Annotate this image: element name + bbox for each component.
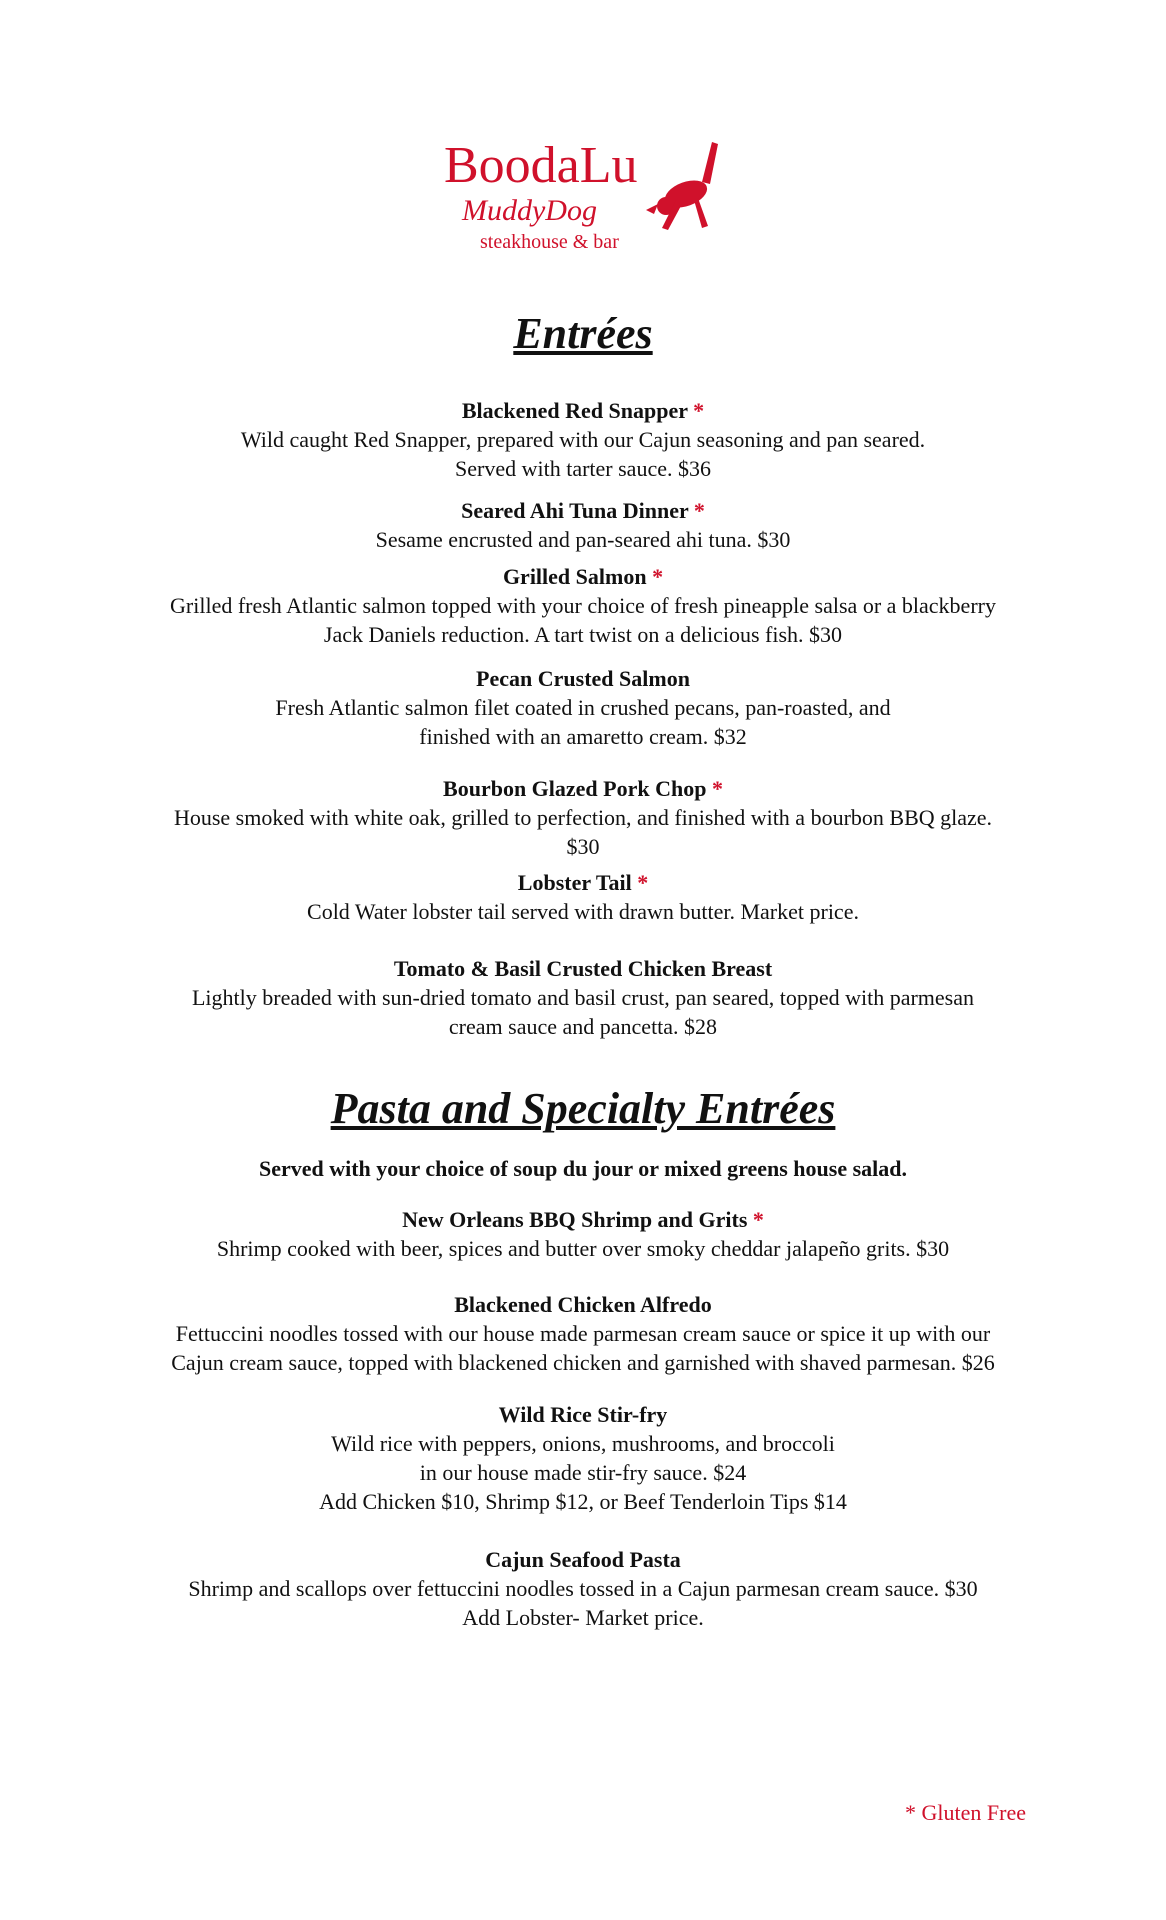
menu-item-name (0, 664, 1166, 693)
menu-item (0, 1545, 1166, 1632)
menu-item-title: New Orleans BBQ Shrimp and Grits (402, 1207, 748, 1232)
menu-item-description: Shrimp cooked with beer, spices and butter over smoky cheddar jalapeño grits. $30 (216, 1236, 950, 1261)
menu-item (0, 496, 1166, 554)
menu-item-title: Wild Rice Stir-fry (498, 1402, 668, 1427)
menu-item-description: cream sauce and pancetta. $28 (448, 1014, 718, 1039)
menu-item-description: finished with an amaretto cream. $32 (419, 724, 747, 749)
gluten-free-marker: * (711, 776, 723, 801)
menu-item (0, 1205, 1166, 1263)
menu-item (0, 954, 1166, 1041)
entrees-title: Entrées (513, 309, 653, 358)
menu-item-name (0, 1205, 1166, 1234)
menu-item-name (0, 562, 1166, 591)
menu-item-name (0, 1545, 1166, 1574)
menu-item-title: Blackened Chicken Alfredo (454, 1292, 712, 1317)
restaurant-logo (440, 130, 740, 260)
menu-item (0, 1400, 1166, 1516)
menu-item-description: Cold Water lobster tail served with drawn butter. Market price. (307, 899, 859, 924)
menu-item-description: Jack Daniels reduction. A tart twist on a delicious fish. $30 (323, 622, 843, 647)
menu-item-description: Add Chicken $10, Shrimp $12, or Beef Tenderloin Tips $14 (319, 1489, 847, 1514)
logo-tagline: steakhouse & bar (480, 231, 619, 253)
menu-item-description: Fresh Atlantic salmon filet coated in crushed pecans, pan-roasted, and (275, 695, 891, 720)
menu-item-description: Cajun cream sauce, topped with blackened chicken and garnished with shaved parmesan. $26 (171, 1350, 995, 1375)
gluten-free-marker: * (693, 398, 705, 423)
menu-item-name (0, 774, 1166, 803)
gluten-free-marker: * (637, 870, 649, 895)
menu-item-title: Grilled Salmon (502, 564, 647, 589)
menu-item-description: Wild caught Red Snapper, prepared with our Cajun seasoning and pan seared. (240, 427, 926, 452)
pasta-title: Pasta and Specialty Entrées (330, 1084, 836, 1133)
menu-item-title: Seared Ahi Tuna Dinner (461, 498, 689, 523)
pasta-side-note: Served with your choice of soup du jour or mixed greens house salad. (258, 1156, 908, 1181)
logo-name-line2: MuddyDog (462, 194, 597, 227)
menu-item-description: Wild rice with peppers, onions, mushrooms, and broccoli (331, 1431, 835, 1456)
menu-item-description: $30 (566, 834, 600, 859)
menu-item-title: Bourbon Glazed Pork Chop (443, 776, 707, 801)
menu-item-name (0, 954, 1166, 983)
menu-item (0, 774, 1166, 861)
gluten-free-marker: * (752, 1207, 764, 1232)
menu-item-name (0, 1400, 1166, 1429)
logo-graphic (440, 130, 740, 260)
menu-item-description: Fettuccini noodles tossed with our house made parmesan cream sauce or spice it up with our (175, 1321, 991, 1346)
menu-item-description: Sesame encrusted and pan-seared ahi tuna. $30 (375, 527, 791, 552)
menu-item-title: Lobster Tail (517, 870, 632, 895)
menu-item-description: Served with tarter sauce. $36 (455, 456, 711, 481)
menu-item-name (0, 868, 1166, 897)
menu-item (0, 396, 1166, 483)
menu-item-name (0, 1290, 1166, 1319)
menu-item-title: Blackened Red Snapper (461, 398, 688, 423)
menu-item-description: Grilled fresh Atlantic salmon topped with your choice of fresh pineapple salsa or a blackberry (170, 593, 996, 618)
dog-icon (646, 142, 718, 230)
menu-item (0, 868, 1166, 926)
gluten-free-marker: * (693, 498, 705, 523)
menu-item (0, 664, 1166, 751)
gluten-free-marker: * (652, 564, 664, 589)
menu-item-title: Cajun Seafood Pasta (485, 1547, 681, 1572)
menu-item-name (0, 496, 1166, 525)
menu-item (0, 562, 1166, 649)
menu-item-description: Lightly breaded with sun-dried tomato and basil crust, pan seared, topped with parmesan (191, 985, 974, 1010)
menu-item-description: House smoked with white oak, grilled to perfection, and finished with a bourbon BBQ glaze. (173, 805, 993, 830)
menu-item-name (0, 396, 1166, 425)
menu-item (0, 1290, 1166, 1377)
menu-item-description: Shrimp and scallops over fettuccini noodles tossed in a Cajun parmesan cream sauce. $30 (188, 1576, 978, 1601)
menu-item-description: in our house made stir-fry sauce. $24 (419, 1460, 747, 1485)
menu-item-title: Pecan Crusted Salmon (476, 666, 690, 691)
menu-item-description: Add Lobster- Market price. (462, 1605, 704, 1630)
gluten-free-legend: * Gluten Free (905, 1800, 1026, 1825)
logo-name-line1: BoodaLu (444, 137, 638, 194)
menu-item-title: Tomato & Basil Crusted Chicken Breast (393, 956, 773, 981)
